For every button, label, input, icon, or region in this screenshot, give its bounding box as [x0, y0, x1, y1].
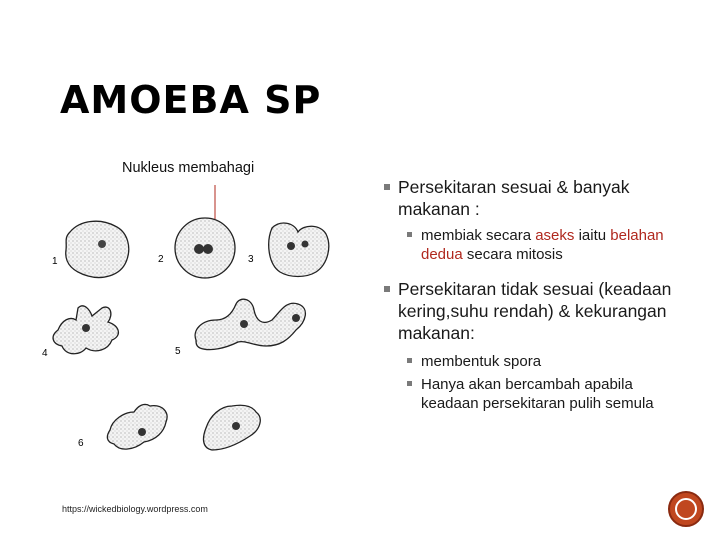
bullet-unsuitable-environment: Persekitaran tidak sesuai (keadaan kering,suhu rendah) & kekurangan makanan:	[383, 278, 683, 344]
nucleus	[302, 241, 309, 248]
figure-caption: Nukleus membahagi	[122, 160, 255, 176]
circle-button-icon[interactable]	[668, 491, 704, 527]
nucleus	[203, 244, 213, 254]
nucleus	[194, 244, 204, 254]
amoeba-stage-3	[269, 223, 329, 276]
amoeba-stage-6a	[107, 404, 167, 449]
nucleus	[98, 240, 106, 248]
nucleus	[82, 324, 90, 332]
stage-label-5: 5	[175, 346, 181, 357]
amoeba-stage-6b	[204, 405, 261, 450]
amoeba-stage-1	[66, 221, 129, 277]
nucleus	[287, 242, 295, 250]
highlight-belahan-dedua: belahan dedua	[421, 227, 664, 263]
amoeba-stage-5	[195, 299, 305, 349]
content-list	[383, 176, 683, 417]
sub-bullet-spore: membentuk spora	[383, 352, 683, 371]
nucleus	[240, 320, 248, 328]
stage-label-3: 3	[248, 254, 254, 265]
bullet-suitable-environment: Persekitaran sesuai & banyak makanan :	[383, 176, 683, 220]
nucleus	[232, 422, 240, 430]
stage-label-6: 6	[78, 438, 84, 449]
image-credit: https://wickedbiology.wordpress.com	[62, 504, 208, 514]
sub-bullet-germinate: Hanya akan bercambah apabila keadaan persekitaran pulih semula	[383, 375, 683, 413]
nucleus	[292, 314, 300, 322]
stage-label-1: 1	[52, 256, 58, 267]
amoeba-division-diagram	[40, 180, 340, 480]
stage-label-4: 4	[42, 348, 48, 359]
nucleus	[138, 428, 146, 436]
sub-bullet-asexual-reproduction: membiak secara aseks iaitu belahan dedua secara mitosis	[383, 226, 683, 264]
highlight-aseks: aseks	[535, 227, 575, 244]
stage-label-2: 2	[158, 254, 164, 265]
slide-title: AMOEBA SP	[60, 78, 322, 122]
